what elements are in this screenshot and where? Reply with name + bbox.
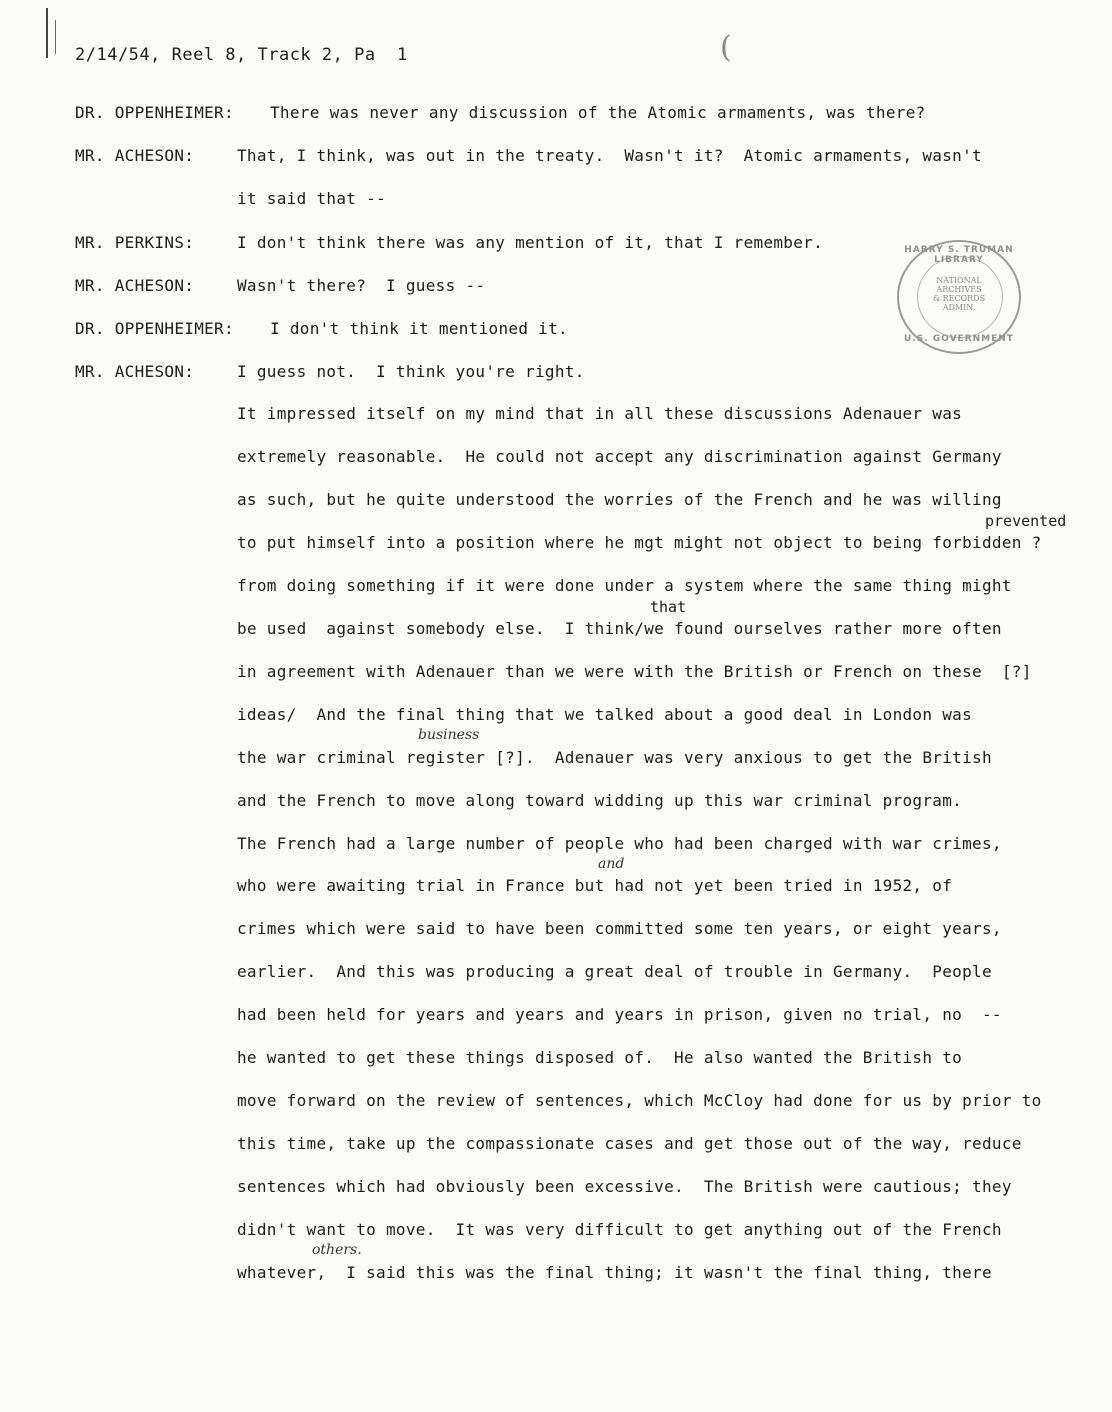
- body-line: It impressed itself on my mind that in all these discussions Adenauer was: [237, 404, 963, 423]
- body-line: who were awaiting trial in France but had not yet been tried in 1952, of: [237, 876, 953, 895]
- body-line: to put himself into a position where he mgt might not object to being forbidden ?: [237, 533, 1042, 552]
- margin-mark: [46, 8, 48, 58]
- margin-mark: [55, 20, 56, 54]
- body-line: extremely reasonable. He could not accept any discrimination against Germany: [237, 447, 1002, 466]
- body-line: as such, but he quite understood the worries of the French and he was willing: [237, 490, 1002, 509]
- stamp-top-text: HARRY S. TRUMAN LIBRARY: [904, 245, 1014, 265]
- body-line: and the French to move along toward widding up this war criminal program.: [237, 791, 963, 810]
- handwritten-insertion: business: [418, 727, 480, 743]
- body-line: he wanted to get these things disposed of. He also wanted the British to: [237, 1048, 963, 1067]
- body-line: sentences which had obviously been excessive. The British were cautious; they: [237, 1177, 1012, 1196]
- body-line: the war criminal register [?]. Adenauer was very anxious to get the British: [237, 748, 992, 767]
- body-line: in agreement with Adenauer than we were with the British or French on these [?]: [237, 662, 1032, 681]
- dialogue-text: That, I think, was out in the treaty. Wasn't it? Atomic armaments, wasn't: [237, 146, 982, 165]
- dialogue-text-cont: it said that --: [237, 189, 386, 208]
- body-line: be used against somebody else. I think/we found ourselves rather more often: [237, 619, 1002, 638]
- body-line: crimes which were said to have been committed some ten years, or eight years,: [237, 919, 1002, 938]
- dialogue-text: I don't think there was any mention of it, that I remember.: [237, 233, 824, 252]
- handwritten-insertion: others.: [312, 1242, 362, 1258]
- speaker-label: DR. OPPENHEIMER:: [75, 103, 234, 122]
- body-line: from doing something if it were done under a system where the same thing might: [237, 576, 1012, 595]
- body-line: earlier. And this was producing a great deal of trouble in Germany. People: [237, 962, 992, 981]
- body-line: didn't want to move. It was very difficult to get anything out of the French: [237, 1220, 1002, 1239]
- archive-stamp: [897, 240, 1021, 354]
- page-header: 2/14/54, Reel 8, Track 2, Pa 1: [75, 45, 408, 65]
- stamp-center-text: NATIONAL ARCHIVES & RECORDS ADMIN.: [932, 276, 986, 312]
- typed-insertion: that: [650, 598, 687, 616]
- stamp-bottom-text: U.S. GOVERNMENT: [904, 334, 1014, 344]
- speaker-label: DR. OPPENHEIMER:: [75, 319, 234, 338]
- body-line: The French had a large number of people who had been charged with war crimes,: [237, 834, 1002, 853]
- body-line: this time, take up the compassionate cases and get those out of the way, reduce: [237, 1134, 1022, 1153]
- handwritten-insertion: and: [598, 856, 625, 872]
- dialogue-text: There was never any discussion of the Atomic armaments, was there?: [270, 103, 926, 122]
- speaker-label: MR. PERKINS:: [75, 233, 195, 252]
- body-line: move forward on the review of sentences, which McCloy had done for us by prior to: [237, 1091, 1042, 1110]
- speaker-label: MR. ACHESON:: [75, 276, 195, 295]
- body-line: ideas/ And the final thing that we talked about a good deal in London was: [237, 705, 973, 724]
- speaker-label: MR. ACHESON:: [75, 146, 195, 165]
- body-line: whatever, I said this was the final thing; it wasn't the final thing, there: [237, 1263, 992, 1282]
- corner-pencil-mark: (: [720, 30, 732, 65]
- body-line: had been held for years and years and years in prison, given no trial, no --: [237, 1005, 1002, 1024]
- dialogue-text: I guess not. I think you're right.: [237, 362, 585, 381]
- dialogue-text: I don't think it mentioned it.: [270, 319, 568, 338]
- dialogue-text: Wasn't there? I guess --: [237, 276, 486, 295]
- speaker-label: MR. ACHESON:: [75, 362, 195, 381]
- typed-insertion: prevented: [985, 512, 1067, 530]
